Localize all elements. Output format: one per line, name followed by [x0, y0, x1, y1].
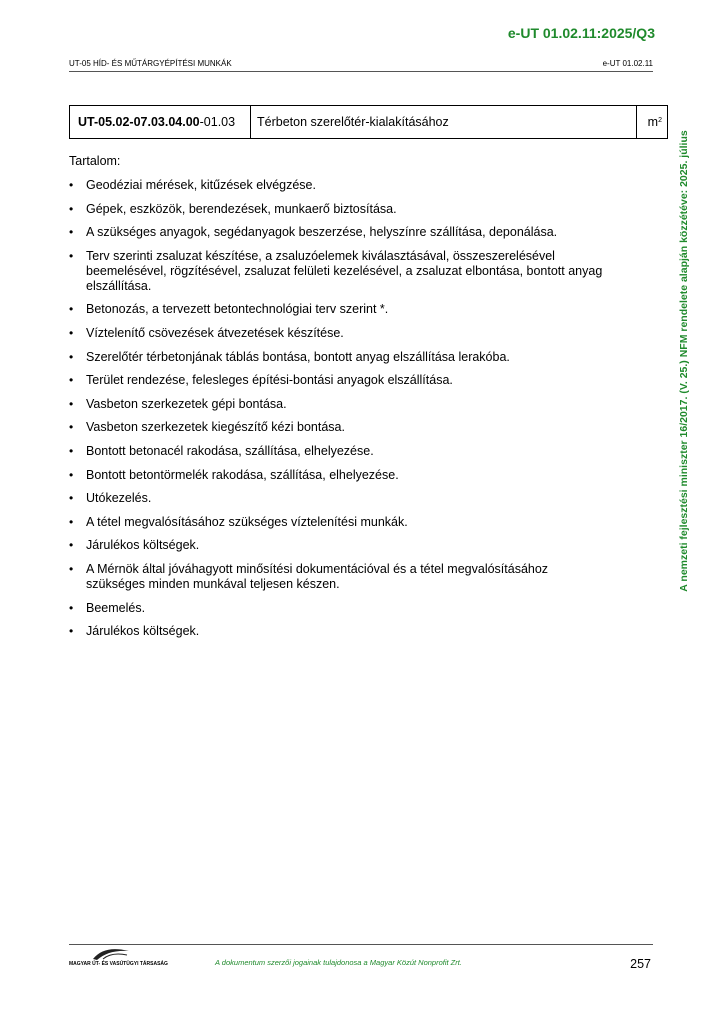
- bullet-icon: •: [69, 248, 74, 263]
- bullet-icon: •: [69, 538, 74, 553]
- bullet-icon: •: [69, 561, 74, 576]
- society-logo: [69, 947, 168, 971]
- list-item: [69, 225, 609, 240]
- list-item: [69, 562, 609, 592]
- bullet-icon: •: [69, 514, 74, 529]
- list-item-text: Terv szerinti zsaluzat készítése, a zsaluzóelemek kiválasztásával, összeszerelésével beemelésével, rögzítésével, zsaluzat felületi kezelésével, a zsaluzat elbontása, bontott anyag elszállítása.: [86, 248, 603, 293]
- item-code-main: UT-05.02-07.03.04.00: [78, 115, 200, 129]
- list-item-text: Geodéziai mérések, kitűzések elvégzése.: [86, 178, 316, 192]
- bullet-icon: •: [69, 600, 74, 615]
- list-item-text: Terület rendezése, felesleges építési-bontási anyagok elszállítása.: [86, 373, 453, 388]
- logo-swoosh-icon: [91, 947, 131, 961]
- list-item-text: A tétel megvalósításához szükséges víztelenítési munkák.: [86, 514, 408, 529]
- list-item-text: Beemelés.: [86, 600, 146, 615]
- list-item-text: Utókezelés.: [86, 491, 152, 506]
- list-item: [69, 491, 609, 506]
- copyright-note: A dokumentum szerzői jogainak tulajdonosa a Magyar Közút Nonprofit Zrt.: [215, 958, 462, 967]
- list-item: [69, 468, 609, 483]
- bullet-icon: •: [69, 491, 74, 506]
- list-item: [69, 373, 609, 388]
- list-item-text: Bontott betonacél rakodása, szállítása, elhelyezése.: [86, 443, 374, 458]
- logo-text: MAGYAR ÚT- ÉS VASÚTÜGYI TÁRSASÁG: [69, 961, 168, 967]
- list-item: [69, 397, 609, 412]
- item-code: [70, 106, 251, 138]
- bullet-icon: •: [69, 325, 74, 340]
- list-item: [69, 178, 609, 193]
- footer-divider: [69, 944, 653, 945]
- bullet-icon: •: [69, 467, 74, 482]
- list-item-text: A Mérnök által jóváhagyott minősítési dokumentációval és a tétel megvalósításához szükséges minden munkával teljesen készen.: [86, 561, 549, 591]
- unit-base: m: [647, 115, 659, 129]
- item-name: Térbeton szerelőtér-kialakításához: [251, 106, 637, 138]
- list-item-text: Vasbeton szerkezetek gépi bontása.: [86, 396, 287, 411]
- list-item-text: Járulékos költségek.: [86, 538, 200, 553]
- list-item: [69, 202, 609, 217]
- bullet-icon: •: [69, 396, 74, 411]
- list-item-text: Vasbeton szerkezetek kiegészítő kézi bontása.: [86, 420, 345, 435]
- bullet-icon: •: [69, 225, 74, 240]
- list-item-text: A szükséges anyagok, segédanyagok beszerzése, helyszínre szállítása, deponálása.: [86, 225, 558, 240]
- item-code-suffix: -01.03: [199, 115, 236, 129]
- list-item: [69, 350, 609, 365]
- unit-exponent: 2: [658, 116, 662, 124]
- list-item: [69, 538, 609, 553]
- list-item: [69, 302, 609, 317]
- running-header: [69, 59, 653, 72]
- bullet-icon: •: [69, 443, 74, 458]
- list-item-text: Járulékos költségek.: [86, 624, 200, 639]
- page-number: 257: [630, 957, 651, 971]
- list-item: [69, 420, 609, 435]
- list-item-text: Szerelőtér térbetonjának táblás bontása, bontott anyag elszállítása lerakóba.: [86, 349, 510, 364]
- item-unit: [637, 106, 667, 138]
- bullet-icon: •: [69, 420, 74, 435]
- list-item-text: Gépek, eszközök, berendezések, munkaerő biztosítása.: [86, 201, 397, 216]
- list-item: [69, 601, 609, 616]
- chapter-title: UT-05 HÍD- ÉS MŰTÁRGYÉPÍTÉSI MUNKÁK: [69, 59, 232, 68]
- bullet-icon: •: [69, 624, 74, 639]
- publication-note: [676, 95, 692, 627]
- list-item-text: Betonozás, a tervezett betontechnológiai terv szerint *.: [86, 302, 389, 317]
- list-item-text: Bontott betontörmelék rakodása, szállítása, elhelyezése.: [86, 467, 399, 482]
- content-heading: Tartalom:: [69, 154, 121, 168]
- bullet-icon: •: [69, 201, 74, 216]
- list-item: [69, 515, 609, 530]
- list-item: [69, 249, 609, 294]
- bullet-icon: •: [69, 373, 74, 388]
- bullet-icon: •: [69, 349, 74, 364]
- content-list: [69, 178, 609, 648]
- list-item: [69, 326, 609, 341]
- standard-reference: e-UT 01.02.11: [602, 59, 653, 68]
- publication-note-text: A nemzeti fejlesztési miniszter 16/2017. (V. 25.) NFM rendelete alapján közzétéve: 2025. július: [678, 130, 690, 592]
- document-code: e-UT 01.02.11:2025/Q3: [507, 25, 655, 41]
- bullet-icon: •: [69, 178, 74, 192]
- list-item-text: Víztelenítő csövezések átvezetések készítése.: [86, 325, 344, 340]
- list-item: [69, 624, 609, 639]
- bullet-icon: •: [69, 302, 74, 317]
- item-table: [69, 105, 668, 139]
- list-item: [69, 444, 609, 459]
